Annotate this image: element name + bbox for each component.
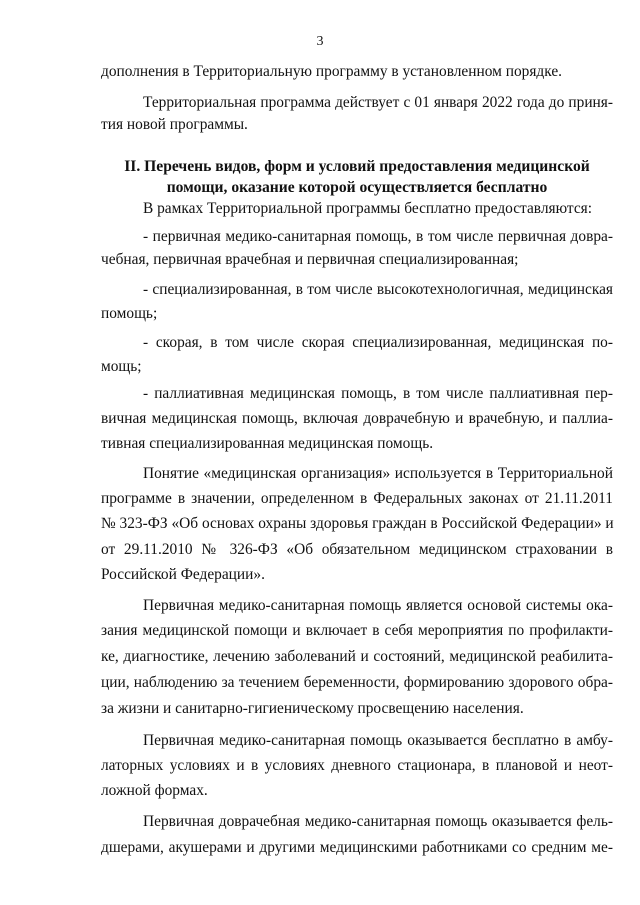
text-line: дополнения в Территориальную программу в установленном порядке. [101,63,563,80]
page-number: 3 [316,34,324,49]
text-line: чебная, первичная врачебная и первичная специализированная; [101,251,519,268]
section-heading: помощи, оказание которой осуществляется бесплатно [166,179,548,196]
text-line: ции, наблюдению за течением беременности, формированию здорового обра- [101,674,613,691]
text-line: программе в значении, определенном в Федеральных законах от 21.11.2011 [101,490,613,507]
text-line: тивная специализированная медицинская помощь. [101,435,434,452]
text-line: - паллиативная медицинская помощь, в том числе паллиативная пер- [143,385,613,402]
text-line: ке, диагностике, лечению заболеваний и состояний, медицинской реабилита- [101,648,613,665]
text-line: мощь; [101,358,142,375]
text-line: Первичная медико-санитарная помощь оказывается бесплатно в амбу- [143,732,613,749]
text-line: № 323-ФЗ «Об основах охраны здоровья граждан в Российской Федерации» и [101,515,614,532]
text-line: В рамках Территориальной программы бесплатно предоставляются: [143,200,593,217]
text-line: дшерами, акушерами и другими медицинскими работниками со средним ме- [101,839,613,856]
text-line: ложной формах. [101,782,208,799]
section-heading: II. Перечень видов, форм и условий предоставления медицинской [124,158,590,175]
text-line: зания медицинской помощи и включает в себя мероприятия по профилакти- [101,622,613,639]
text-line: - скорая, в том числе скорая специализированная, медицинская по- [143,334,613,351]
text-line: за жизни и санитарно-гигиеническому просвещению населения. [101,700,524,717]
text-line: от 29.11.2010 № 326-ФЗ «Об обязательном медицинском страховании в [101,541,613,558]
text-line: Понятие «медицинская организация» используется в Территориальной [143,465,613,482]
text-line: тия новой программы. [101,116,248,133]
text-line: Российской Федерации». [101,566,265,583]
text-line: латорных условиях и в условиях дневного стационара, в плановой и неот- [101,757,613,774]
text-line: вичная медицинская помощь, включая доврачебную и врачебную, и паллиа- [101,410,613,427]
text-line: - специализированная, в том числе высокотехнологичная, медицинская [143,281,613,298]
text-line: Первичная доврачебная медико-санитарная помощь оказывается фель- [143,813,613,830]
text-line: - первичная медико-санитарная помощь, в том числе первичная довра- [143,228,613,245]
text-line: помощь; [101,305,158,322]
text-line: Первичная медико-санитарная помощь является основой системы ока- [143,597,613,614]
text-line: Территориальная программа действует с 01 января 2022 года до приня- [143,94,613,111]
